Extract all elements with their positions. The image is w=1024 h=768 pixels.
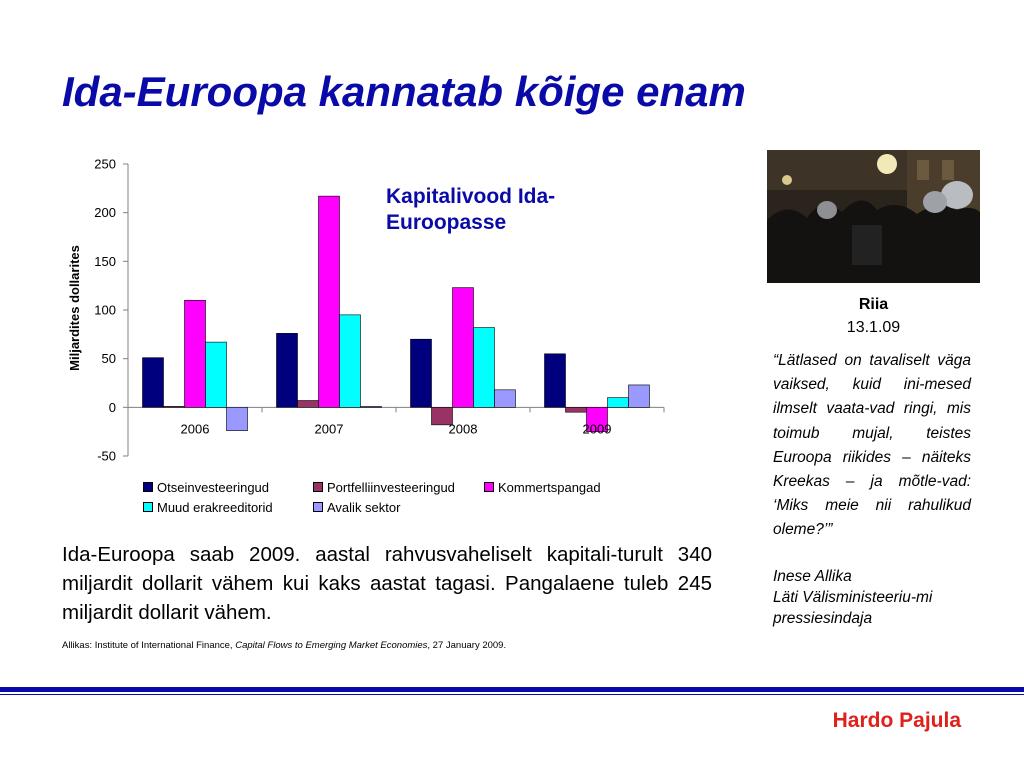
chart-title: Kapitalivood Ida-Euroopasse: [386, 185, 556, 234]
legend-row-2: [143, 497, 601, 517]
x-tick-label: 2007: [314, 421, 344, 437]
bar-otseinvesteeringud-2007: [277, 333, 298, 407]
source-suffix: , 27 January 2009.: [427, 640, 507, 651]
legend-swatch: [313, 502, 323, 512]
legend-swatch: [484, 482, 494, 492]
y-axis-label: Miljardites dollarites: [67, 245, 82, 371]
bar-otseinvesteeringud-2008: [411, 339, 432, 407]
bar-kommertspangad-2006: [185, 300, 206, 407]
x-tick-label: 2009: [582, 421, 612, 437]
legend-label: Otseinvesteeringud: [157, 479, 270, 495]
bar-muud erakreeditorid-2008: [474, 328, 495, 408]
legend-label: Kommertspangad: [498, 479, 601, 495]
y-tick-label: -50: [97, 448, 116, 464]
bar-muud erakreeditorid-2007: [340, 315, 361, 407]
y-tick-label: 100: [94, 302, 116, 318]
legend-item-kommertspangad: [484, 480, 601, 495]
footer-divider: [0, 687, 1024, 692]
riot-photo-image: [767, 150, 980, 283]
bar-muud erakreeditorid-2009: [608, 398, 629, 408]
y-tick-label: 0: [108, 399, 116, 415]
y-tick-label: 200: [94, 205, 116, 221]
bar-avalik sektor-2007: [361, 406, 382, 407]
author-name: Inese Allika: [773, 568, 852, 585]
legend-label: Portfelliinvesteeringud: [327, 479, 455, 495]
riot-photo: [767, 150, 980, 283]
legend-label: Muud erakreeditorid: [157, 499, 273, 515]
legend-swatch: [143, 502, 153, 512]
photo-date: 13.1.09: [846, 319, 901, 336]
bar-otseinvesteeringud-2009: [545, 354, 566, 408]
bar-muud erakreeditorid-2006: [206, 342, 227, 407]
legend-swatch: [313, 482, 323, 492]
legend-item-avalik-sektor: [313, 500, 400, 515]
quote-text: “Lätlased on tavaliselt väga vaiksed, kuid ini-mesed ilmselt vaata-vad ringi, mis toimub mujal, teistes Euroopa riikides – näiteks Kreekas – ja mõtle-vad: ‘Miks meie nii rahulikud oleme?’”: [773, 352, 971, 539]
quote-author: [773, 566, 973, 629]
bar-kommertspangad-2008: [453, 288, 474, 408]
bar-portfelliinvesteeringud-2007: [298, 401, 319, 408]
x-tick-label: 2008: [448, 421, 478, 437]
bar-kommertspangad-2007: [319, 196, 340, 407]
source-title: Capital Flows to Emerging Market Economies: [235, 640, 428, 651]
y-tick-label: 150: [94, 253, 116, 269]
body-text: Ida-Euroopa saab 2009. aastal rahvusvaheliselt kapitali-turult 340 miljardit dollarit vähem kui kaks aastat tagasi. Pangalaene tuleb 245 miljardit dollarit vähem.: [62, 543, 712, 624]
footer-divider-thin: [0, 694, 1024, 695]
x-tick-label: 2006: [180, 421, 210, 437]
source-prefix: Allikas: Institute of International Finance,: [62, 640, 236, 651]
legend-item-muud-erakreeditorid: [143, 500, 313, 515]
legend-row-1: [143, 477, 601, 497]
slide-title: Ida-Euroopa kannatab kõige enam: [62, 68, 746, 115]
y-tick-label: 50: [101, 351, 116, 367]
source-citation: [62, 640, 506, 651]
bar-avalik sektor-2006: [227, 407, 248, 430]
y-tick-label: 250: [94, 156, 116, 172]
bar-avalik sektor-2009: [629, 385, 650, 407]
legend-item-portfelliinvesteeringud: [313, 480, 484, 495]
bar-avalik sektor-2008: [495, 390, 516, 408]
legend-item-otseinvesteeringud: [143, 480, 313, 495]
legend-swatch: [143, 482, 153, 492]
bar-otseinvesteeringud-2006: [143, 358, 164, 408]
photo-place: Riia: [858, 296, 889, 313]
legend-label: Avalik sektor: [327, 499, 401, 515]
bar-portfelliinvesteeringud-2009: [566, 407, 587, 412]
author-role: Läti Välisministeeriu-mi pressiesindaja: [773, 589, 933, 627]
bar-portfelliinvesteeringud-2006: [164, 406, 185, 407]
chart-legend: [143, 477, 601, 517]
presenter-name: Hardo Pajula: [832, 709, 961, 732]
